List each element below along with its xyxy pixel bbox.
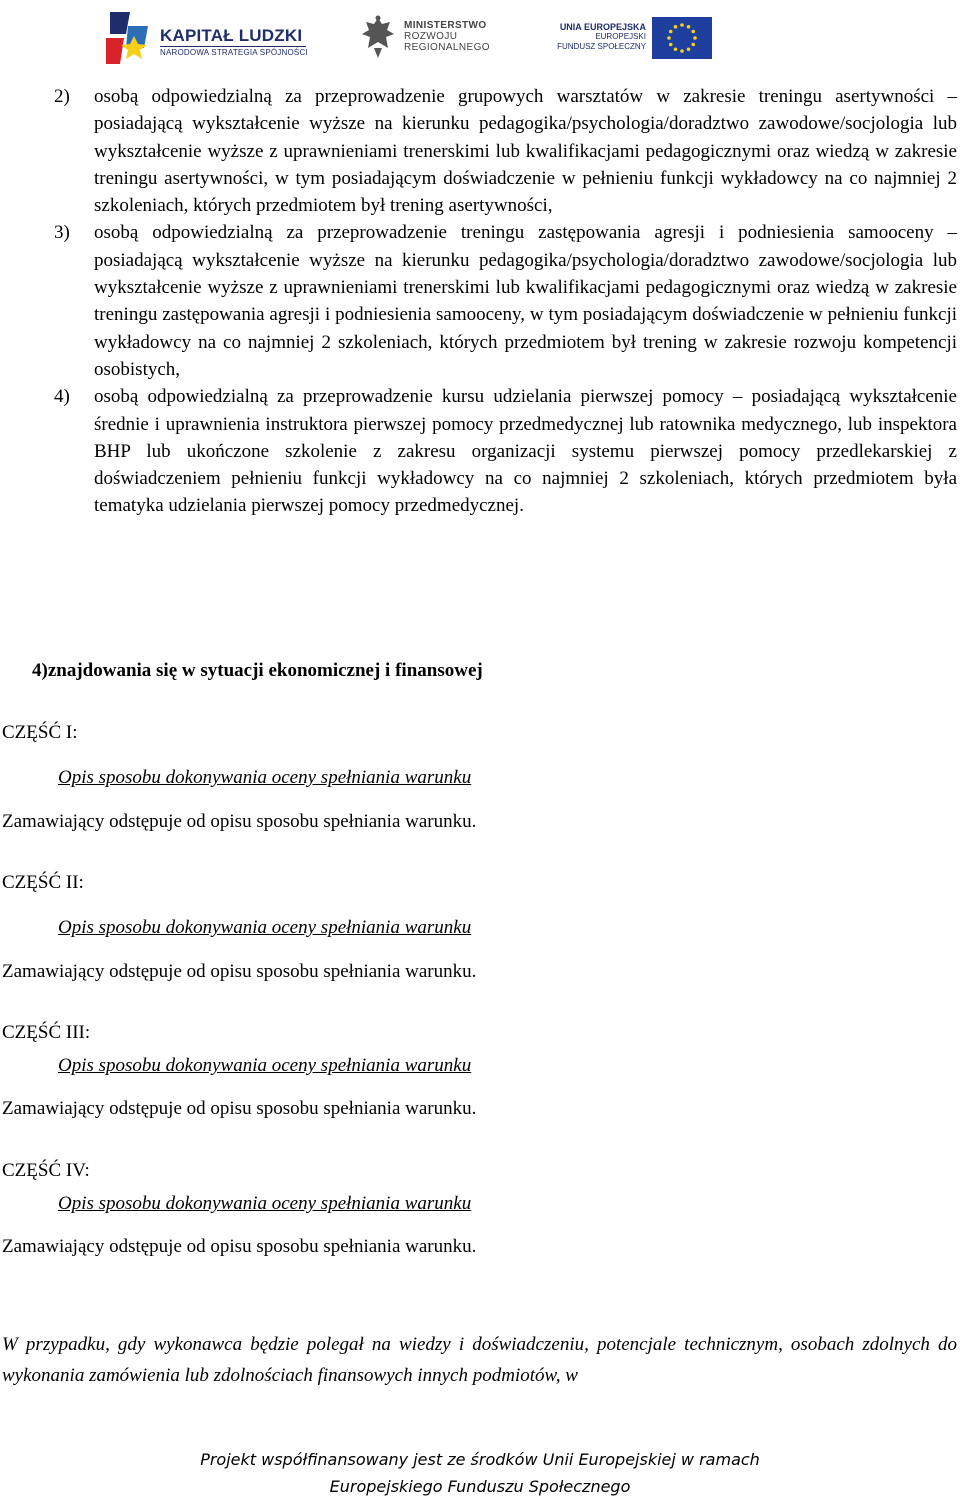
eu-star-icon xyxy=(680,49,684,53)
kapital-ludzki-subtitle: NARODOWA STRATEGIA SPÓJNOŚCI xyxy=(160,48,308,57)
item-text: osobą odpowiedzialną za przeprowadzenie grupowych warsztatów w zakresie treningu asertywności – posiadającą wykształcenie wyższe na kierunku pedagogika/psychologia/doradztwo zawodowe/socjologia lub wykształcenie wyższe z uprawnieniami trenerskimi lub kwalifikacjami pedagogicznymi oraz wiedzą w zakresie treningu asertywności, w tym posiadającym doświadczenie w pełnieniu funkcji wykładowcy na co najmniej 2 szkoleniach, których przedmiotem był trening asertywności, xyxy=(94,86,957,217)
eu-star-icon xyxy=(669,43,673,47)
part-label: CZĘŚĆ IV: xyxy=(2,1160,90,1181)
eu-star-icon xyxy=(680,23,684,27)
waiver-text: Zamawiający odstępuje od opisu sposobu spełniania warunku. xyxy=(2,1236,477,1257)
divider xyxy=(160,46,306,47)
kapital-ludzki-title: KAPITAŁ LUDZKI xyxy=(160,26,303,45)
ue-line: FUNDUSZ SPOŁECZNY xyxy=(557,42,646,51)
unia-europejska-logo xyxy=(556,14,716,64)
footer-line: Europejskiego Funduszu Społecznego xyxy=(329,1477,631,1496)
ministerstwo-logo xyxy=(360,14,500,64)
ue-text xyxy=(556,22,646,52)
eu-star-icon xyxy=(674,47,678,51)
footer-line: Projekt współfinansowany jest ze środków Unii Europejskiej w ramach xyxy=(200,1450,760,1469)
part-label: CZĘŚĆ I: xyxy=(2,722,78,743)
kapital-ludzki-logo xyxy=(104,8,308,70)
ue-title: UNIA EUROPEJSKA xyxy=(559,22,646,32)
method-label: Opis sposobu dokonywania oceny spełniania warunku xyxy=(58,767,472,788)
method-label: Opis sposobu dokonywania oceny spełniania warunku xyxy=(58,1055,472,1076)
kapital-ludzki-star-icon xyxy=(104,8,154,68)
polish-eagle-icon xyxy=(360,14,396,60)
eu-star-icon xyxy=(687,25,691,29)
part-label: CZĘŚĆ III: xyxy=(2,1022,91,1043)
item-number: 2) xyxy=(54,86,70,107)
eu-star-icon xyxy=(691,43,695,47)
eu-star-icon xyxy=(693,36,697,40)
ministerstwo-line: ROZWOJU xyxy=(404,31,458,42)
item-number: 4) xyxy=(54,386,70,408)
eu-star-icon xyxy=(691,30,695,34)
waiver-text: Zamawiający odstępuje od opisu sposobu spełniania warunku. xyxy=(2,961,477,982)
waiver-text: Zamawiający odstępuje od opisu sposobu spełniania warunku. xyxy=(2,811,477,832)
ministerstwo-line: MINISTERSTWO xyxy=(404,20,487,31)
list-item xyxy=(54,383,957,519)
item-number: 3) xyxy=(54,222,70,244)
item-text: osobą odpowiedzialną za przeprowadzenie treningu zastępowania agresji i podniesienia samooceny – posiadającą wykształcenie wyższe na kierunku pedagogika/psychologia/doradztwo zawodowe/socjologia lub wykształcenie wyższe z uprawnieniami trenerskimi lub kwalifikacjami pedagogicznymi oraz wiedzą w zakresie treningu zastępowania agresji i podniesienia samooceny, w tym posiadającym doświadczenie w pełnieniu funkcji wykładowcy na co najmniej 2 szkoleniach, których przedmiotem był trening w zakresie rozwoju kompetencji osobistych, xyxy=(94,222,957,380)
section-heading: 4)znajdowania się w sytuacji ekonomicznej i finansowej xyxy=(32,660,483,681)
ministerstwo-text xyxy=(404,20,490,53)
list-item xyxy=(54,83,957,219)
ue-line: EUROPEJSKI xyxy=(595,32,646,41)
closing-paragraph: W przypadku, gdy wykonawca będzie polegał na wiedzy i doświadczeniu, potencjale technicznym, osobach zdolnych do wykonania zamówienia lub zdolnościach finansowych innych podmiotów, w xyxy=(2,1334,957,1386)
list-item xyxy=(54,219,957,383)
eu-star-icon xyxy=(674,25,678,29)
eu-star-icon xyxy=(667,36,671,40)
requirements-list xyxy=(54,83,957,520)
eu-star-icon xyxy=(687,47,691,51)
ministerstwo-line: REGIONALNEGO xyxy=(404,42,490,53)
eu-star-icon xyxy=(669,30,673,34)
part-label: CZĘŚĆ II: xyxy=(2,872,84,893)
eu-flag-icon xyxy=(652,17,712,59)
method-label: Opis sposobu dokonywania oceny spełniania warunku xyxy=(58,1193,472,1214)
item-text: osobą odpowiedzialną za przeprowadzenie kursu udzielania pierwszej pomocy – posiadającą wykształcenie średnie i uprawnienia instruktora pierwszej pomocy przedmedycznej lub ratownika medycznego, lub inspektora BHP lub ukończone szkolenie z zakresu organizacji systemu pierwszej pomocy przedlekarskiej z doświadczeniem pełnieniu funkcji wykładowcy na co najmniej 2 szkoleniach, których przedmiotem była tematyka udzielania pierwszej pomocy przedmedycznej. xyxy=(94,386,957,517)
page-header xyxy=(0,0,960,75)
method-label: Opis sposobu dokonywania oceny spełniania warunku xyxy=(58,917,472,938)
waiver-text: Zamawiający odstępuje od opisu sposobu spełniania warunku. xyxy=(2,1098,477,1119)
page-footer xyxy=(0,1446,960,1500)
